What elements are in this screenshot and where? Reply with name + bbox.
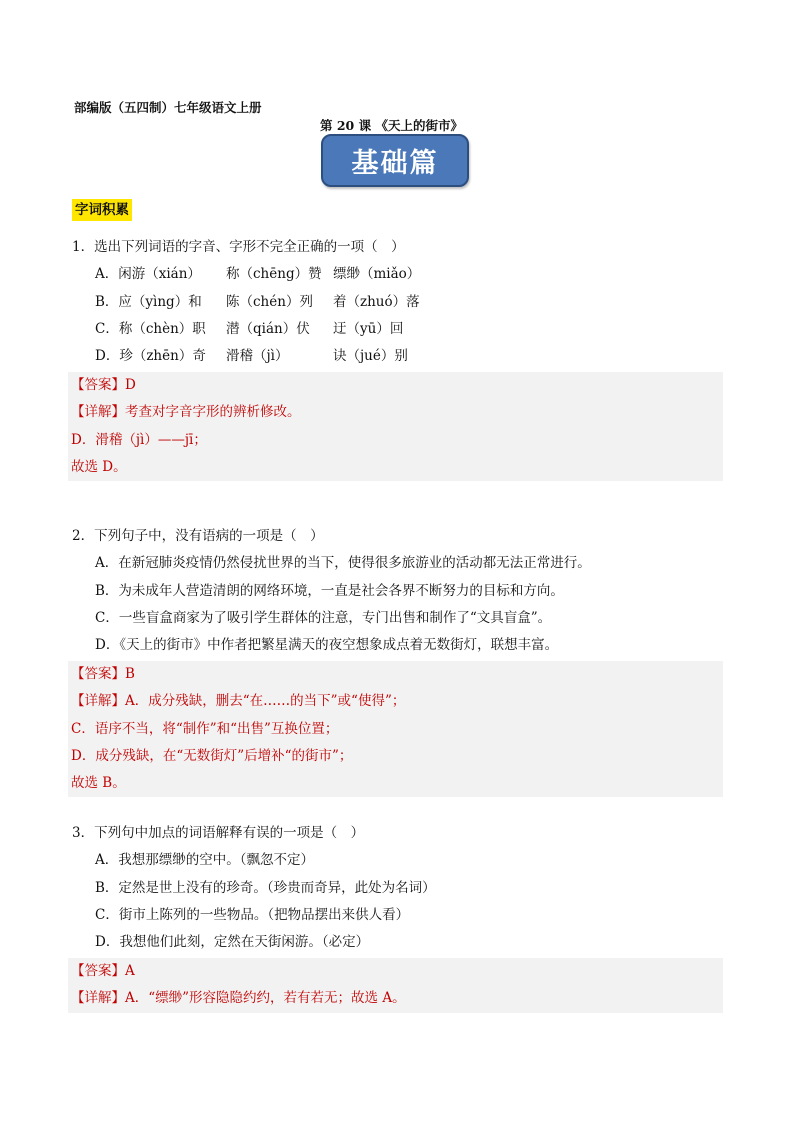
question-2 xyxy=(72,523,732,659)
detail-line: 【详解】A．“缥缈”形容隐隐约约，若有若无；故选 A。 xyxy=(71,990,406,1007)
option-b: B．定然是世上没有的珍奇。（珍贵而奇异，此处为名词） xyxy=(95,879,436,896)
option-a: A．闲游（xián） 称（chēng）赞 缥缈（miǎo） xyxy=(95,266,421,283)
detail-line: 【详解】考查对字音字形的辨析修改。 xyxy=(71,404,301,421)
answer-box-3 xyxy=(68,958,723,1013)
option-c: C．街市上陈列的一些物品。（把物品摆出来供人看） xyxy=(95,906,410,923)
question-stem: 3．下列句中加点的词语解释有误的一项是（ ） xyxy=(72,825,365,841)
question-1 xyxy=(72,234,732,370)
detail-line: 故选 B。 xyxy=(71,775,126,792)
section-title: 字词积累 xyxy=(72,199,132,221)
option-d: D．我想他们此刻，定然在天街闲游。（必定） xyxy=(95,934,370,951)
answer-line: 【答案】A xyxy=(71,963,135,979)
question-3 xyxy=(72,820,732,956)
answer-box-2 xyxy=(68,661,723,797)
answer-line: 【答案】B xyxy=(71,666,135,682)
option-a: A．在新冠肺炎疫情仍然侵扰世界的当下，使得很多旅游业的活动都无法正常进行。 xyxy=(95,555,591,572)
option-b: B．为未成年人营造清朗的网络环境，一直是社会各界不断努力的目标和方向。 xyxy=(95,582,564,599)
detail-line: 【详解】A．成分残缺，删去“在……的当下”或“使得”； xyxy=(71,693,406,710)
textbook-series: 部编版（五四制）七年级语文上册 xyxy=(74,100,262,115)
option-c: C．称（chèn）职 潜（qián）伏 迂（yū）回 xyxy=(95,320,404,337)
lesson-title: 第 20 课 《天上的街市》 xyxy=(320,118,463,133)
option-d: D．珍（zhēn）奇 滑稽（jì） 诀（jué）别 xyxy=(95,348,408,365)
question-stem: 1．选出下列词语的字音、字形不完全正确的一项（ ） xyxy=(72,239,405,255)
question-stem: 2．下列句子中，没有语病的一项是（ ） xyxy=(72,528,324,544)
detail-line: C．语序不当，将“制作”和“出售”互换位置； xyxy=(71,720,339,737)
level-badge: 基础篇 xyxy=(321,134,469,187)
option-c: C．一些盲盒商家为了吸引学生群体的注意，专门出售和制作了“文具盲盒”。 xyxy=(95,609,552,626)
option-d: D．《天上的街市》中作者把繁星满天的夜空想象成点着无数街灯，联想丰富。 xyxy=(95,637,559,654)
option-b: B．应（yìng）和 陈（chén）列 着（zhuó）落 xyxy=(95,293,420,310)
answer-line: 【答案】D xyxy=(71,377,136,393)
option-a: A．我想那缥缈的空中。（飘忽不定） xyxy=(95,852,314,869)
detail-line: 故选 D。 xyxy=(71,458,127,475)
answer-box-1 xyxy=(68,372,723,481)
detail-line: D．成分残缺，在“无数街灯”后增补“的街市”； xyxy=(71,747,353,764)
detail-line: D．滑稽（jì）——jī； xyxy=(71,431,207,448)
